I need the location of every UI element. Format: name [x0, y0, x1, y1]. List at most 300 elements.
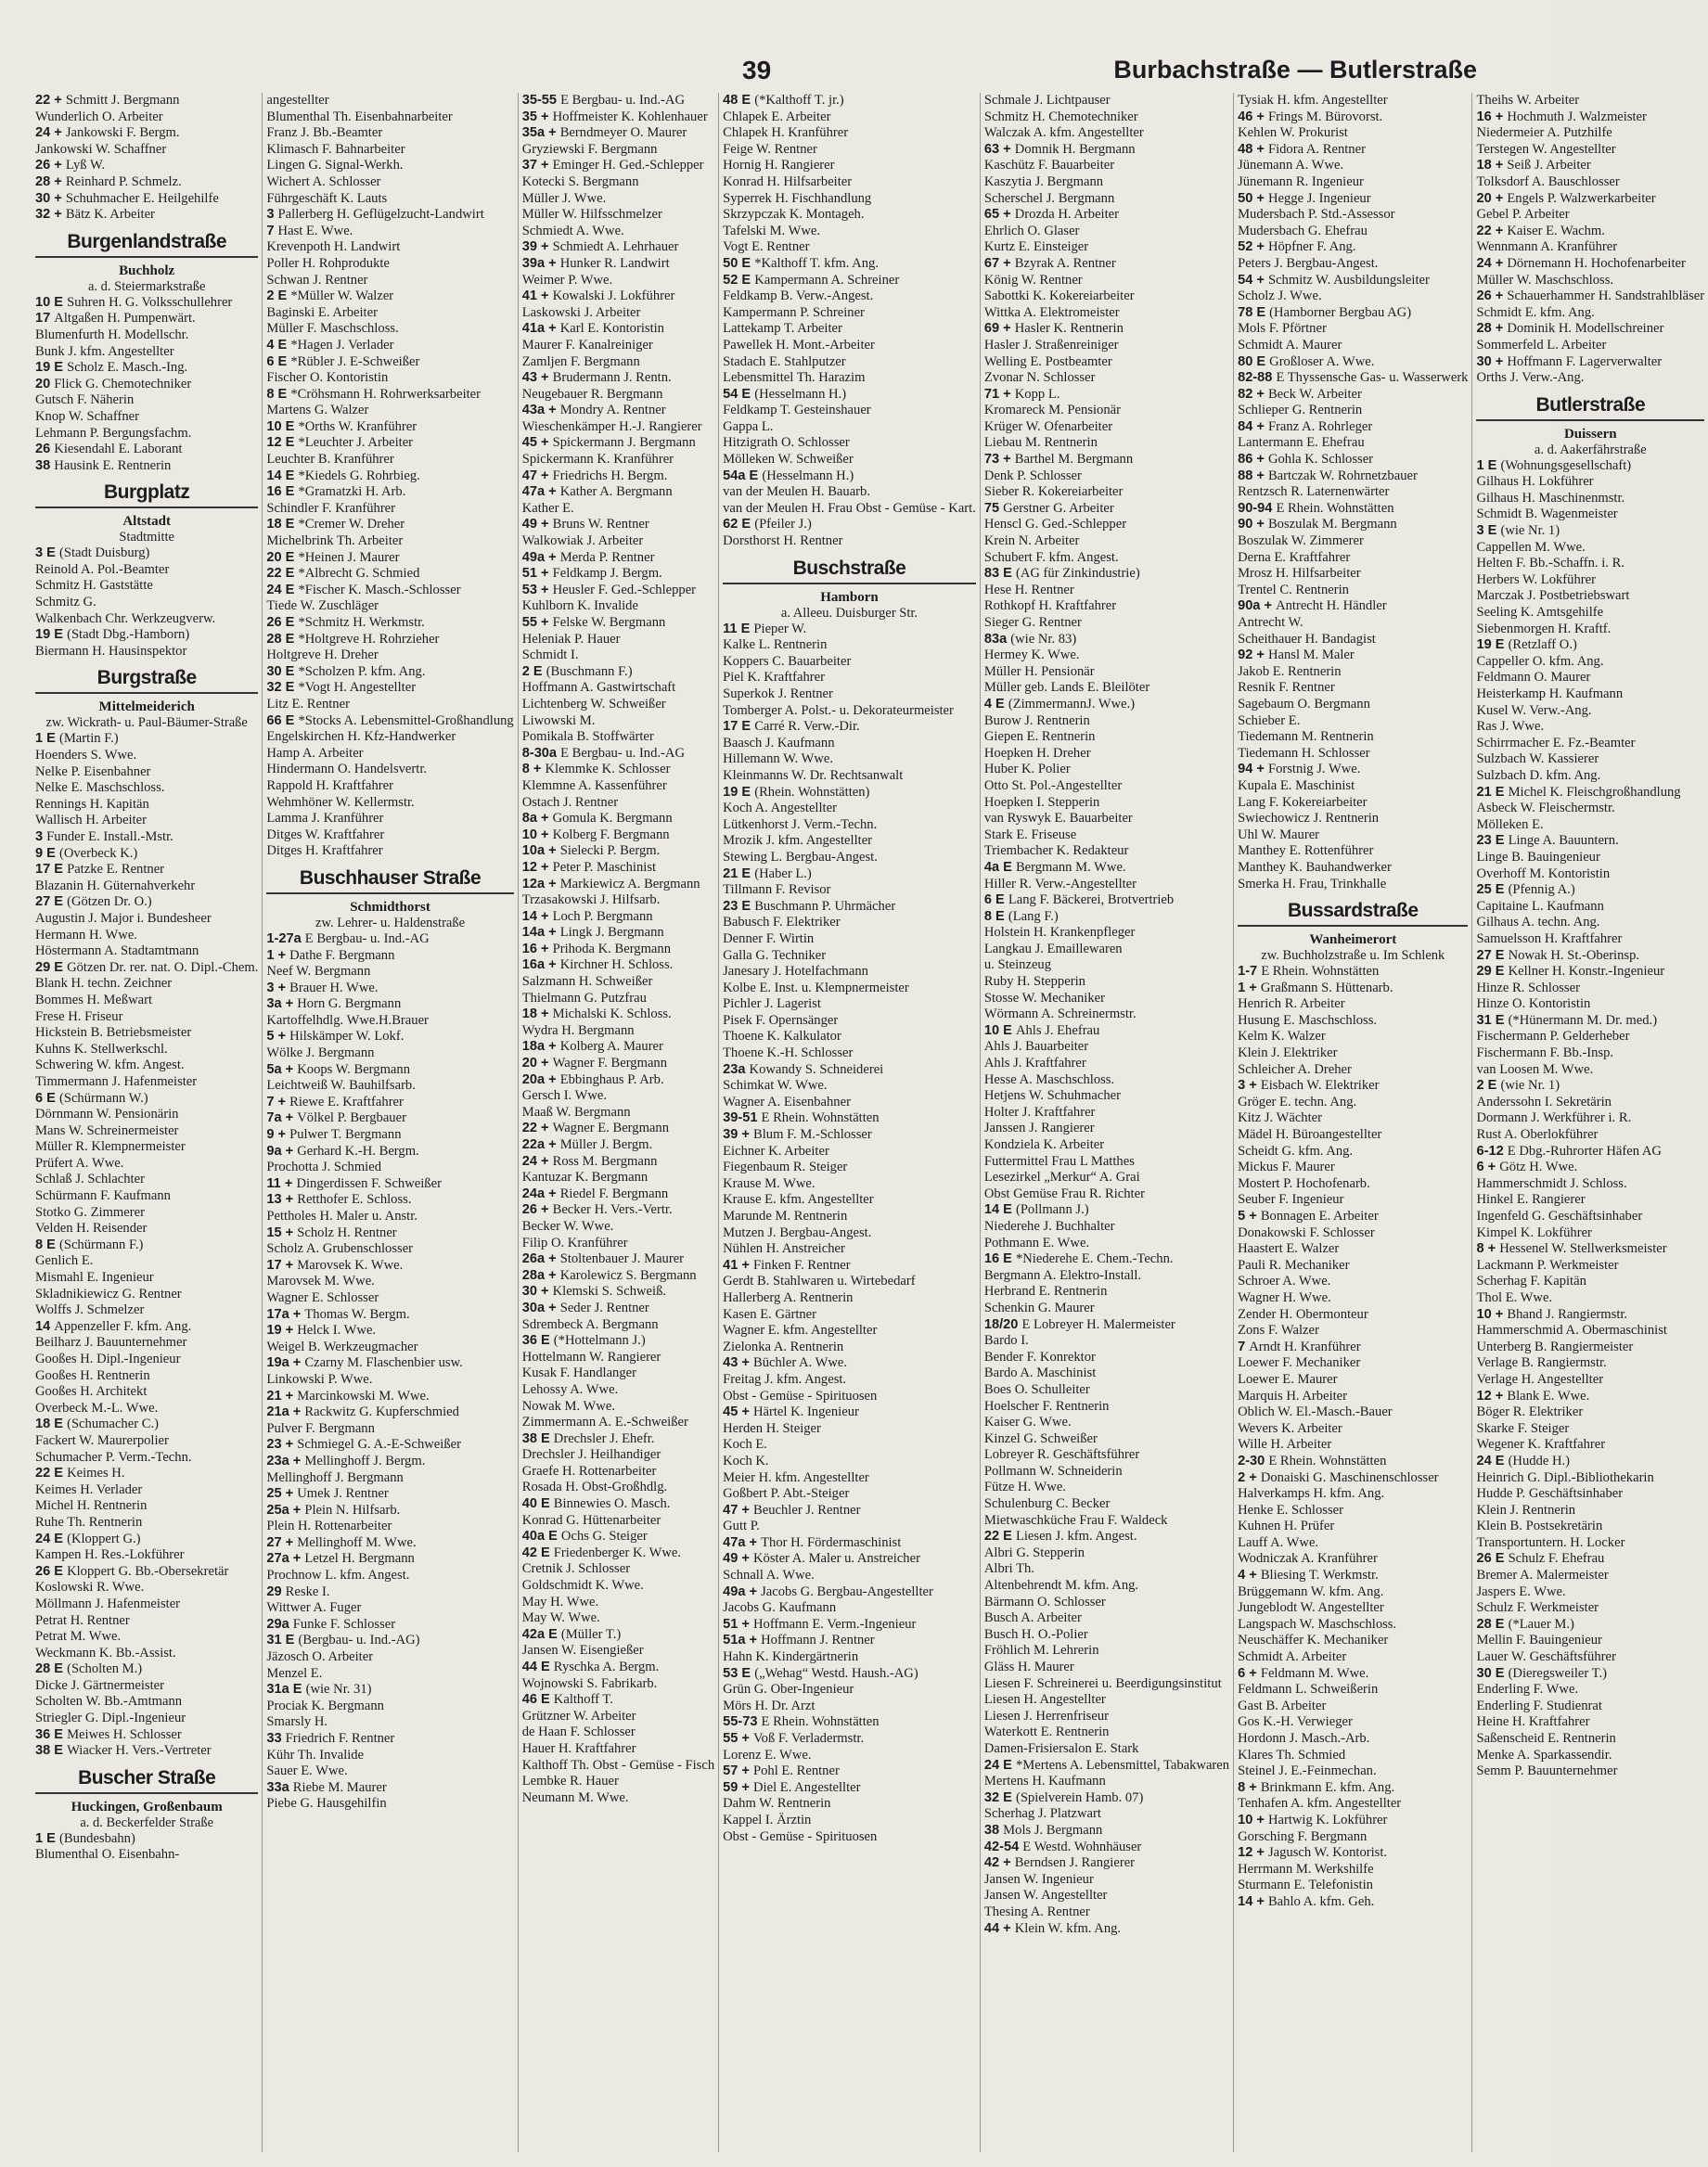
entry-text: Liwowski M. [521, 712, 596, 728]
directory-entry [723, 622, 976, 638]
directory-entry [1476, 338, 1704, 354]
district-subheading: zw. Buchholzstraße u. Im Schlenk [1261, 948, 1445, 964]
directory-entry [35, 1319, 258, 1336]
directory-entry [1476, 1519, 1704, 1535]
directory-entry [522, 1741, 714, 1758]
house-number: 46 + [1238, 109, 1268, 124]
entry-text: Linge A. Bauuntern. [1508, 833, 1619, 849]
directory-entry [723, 501, 976, 518]
entry-text: Schmidt E. kfm. Ang. [1476, 304, 1595, 320]
entry-text: Jäzosch O. Arbeiter [266, 1649, 374, 1665]
directory-entry [266, 1731, 513, 1748]
directory-entry [35, 1482, 258, 1499]
entry-text: Skarke F. Steiger [1476, 1420, 1570, 1436]
directory-entry [35, 327, 258, 344]
house-number: 48 E [723, 93, 755, 108]
directory-entry [723, 142, 976, 159]
entry-text: Hoelscher F. Rentnerin [983, 1398, 1110, 1414]
entry-text: Steinel J. E.-Feinmechan. [1238, 1763, 1377, 1779]
entry-text: Pomikala B. Stoffwärter [521, 729, 654, 745]
entry-text: Hiller R. Verw.-Angestellter [983, 876, 1137, 891]
entry-text: Overhoff M. Kontoristin [1476, 866, 1611, 881]
entry-text: Schleicher A. Dreher [1238, 1061, 1352, 1077]
directory-entry [1238, 1421, 1468, 1438]
directory-entry [984, 321, 1229, 338]
directory-entry [723, 751, 976, 768]
directory-entry [1238, 996, 1468, 1013]
directory-entry [522, 403, 714, 419]
entry-text: Tolksdorf A. Bauschlosser [1476, 173, 1620, 189]
column-3 [518, 93, 718, 2152]
entry-text: Tenhafen A. kfm. Angestellter [1238, 1796, 1402, 1812]
entry-text: Stotko G. Zimmerer [35, 1204, 145, 1220]
entry-text: Husung E. Maschschloss. [1238, 1012, 1378, 1028]
directory-entry [266, 273, 513, 289]
entry-text: Seuber F. Ingenieur [1238, 1192, 1344, 1208]
entry-text: Kondziela K. Arbeiter [983, 1137, 1105, 1152]
entry-text: Heinrich G. Dipl.-Bibliothekarin [1476, 1469, 1654, 1485]
directory-entry [984, 1301, 1229, 1317]
entry-text: Syperrek H. Fischhandlung [723, 190, 872, 206]
entry-text: Antrecht H. Händler [1276, 598, 1387, 614]
entry-text: Hickstein B. Betriebsmeister [35, 1025, 192, 1041]
entry-text: *Heinen J. Maurer [298, 549, 400, 565]
directory-entry [1238, 981, 1468, 997]
entry-text: Dörnmann W. Pensionärin [35, 1107, 179, 1122]
house-number: 66 E [266, 712, 299, 728]
directory-entry [266, 713, 513, 730]
column-7 [1471, 93, 1708, 2152]
entry-text: Hermann H. Wwe. [35, 927, 137, 942]
entry-text: Oblich W. El.-Masch.-Bauer [1238, 1404, 1393, 1420]
directory-entry [35, 1384, 258, 1401]
entry-text: *Albrecht G. Schmied [298, 566, 420, 582]
entry-text: Koch K. [723, 1453, 769, 1468]
entry-text: Antrecht W. [1238, 615, 1303, 630]
directory-entry [35, 1270, 258, 1287]
entry-text: Scherhag F. Kapitän [1476, 1274, 1586, 1289]
entry-text: Kalke L. Rentnerin [723, 637, 828, 653]
directory-entry [522, 746, 714, 763]
house-number: 57 + [723, 1763, 753, 1779]
entry-text: Blank H. techn. Zeichner [35, 976, 173, 992]
house-number: 16 E [983, 1251, 1016, 1267]
directory-entry [1238, 1389, 1468, 1405]
directory-entry [522, 729, 714, 746]
directory-entry [723, 981, 976, 997]
directory-entry [984, 1088, 1229, 1105]
entry-text: Lingk J. Bergmann [559, 925, 664, 941]
directory-entry [723, 239, 976, 256]
directory-entry [1238, 403, 1468, 419]
entry-text: Nelke E. Maschschloss. [35, 780, 165, 796]
directory-entry [984, 1840, 1229, 1856]
directory-entry [1476, 736, 1704, 752]
directory-entry [1238, 1600, 1468, 1617]
house-number: 15 + [266, 1225, 298, 1240]
directory-entry [984, 1595, 1229, 1611]
entry-text: Reinhard P. Schmelz. [65, 173, 182, 189]
directory-entry [1238, 1127, 1468, 1144]
directory-entry [984, 1888, 1229, 1904]
house-number: 5 + [1238, 1209, 1261, 1224]
house-number: 38 [35, 457, 55, 473]
house-number: 14 E [266, 468, 299, 483]
directory-entry [35, 578, 258, 595]
directory-entry [266, 338, 513, 354]
entry-text: Jacobs G. Bergbau-Angestellter [761, 1584, 933, 1599]
directory-entry [984, 142, 1229, 159]
entry-text: Wagner A. Eisenbahner [723, 1094, 851, 1109]
directory-entry [723, 321, 976, 338]
entry-text: Klein W. kfm. Ang. [1014, 1920, 1122, 1936]
entry-text: Holstein H. Krankenpfleger [983, 925, 1136, 941]
directory-entry [266, 697, 513, 713]
directory-entry [1238, 1340, 1468, 1356]
directory-entry [984, 484, 1229, 501]
directory-entry [266, 468, 513, 485]
directory-entry [522, 925, 714, 942]
directory-entry [1476, 1551, 1704, 1568]
directory-entry [522, 942, 714, 958]
directory-entry [522, 1105, 714, 1122]
entry-text: Feldmann O. Maurer [1476, 670, 1591, 686]
house-number: 1-27a [266, 930, 305, 946]
entry-text: Reinold A. Pol.-Beamter [35, 561, 170, 577]
entry-text: E Thyssensche Gas- u. Wasserwerk [1276, 370, 1469, 386]
entry-text: *Hagen J. Verlader [290, 337, 394, 353]
house-number: 75 [983, 500, 1004, 516]
entry-text: Krause E. kfm. Angestellter [723, 1192, 874, 1208]
house-number: 16 + [521, 941, 553, 956]
house-number: 7a + [266, 1110, 298, 1126]
entry-text: (*Hottelmann J.) [553, 1333, 646, 1349]
directory-entry [1476, 506, 1704, 523]
house-number: 3 + [266, 980, 290, 995]
entry-text: Helck I. Wwe. [297, 1323, 377, 1339]
directory-entry [1238, 1617, 1468, 1634]
directory-entry [522, 1236, 714, 1252]
directory-entry [1476, 556, 1704, 572]
entry-text: Kupala E. Maschinist [1238, 777, 1355, 793]
house-number: 28 + [1476, 321, 1508, 337]
house-number: 26 + [35, 158, 66, 173]
entry-text: Hornig H. Rangierer [723, 158, 835, 173]
entry-text: Kotecki S. Bergmann [521, 173, 639, 189]
entry-text: (Hesselmann H.) [754, 386, 847, 402]
directory-entry [266, 1519, 513, 1535]
directory-entry [266, 981, 513, 997]
directory-entry [522, 762, 714, 778]
directory-entry [1476, 1503, 1704, 1519]
entry-text: Ditges W. Kraftfahrer [266, 827, 385, 842]
directory-entry [1238, 1437, 1468, 1454]
directory-entry [723, 1290, 976, 1307]
entry-text: Loewer F. Mechaniker [1238, 1355, 1361, 1371]
entry-text: Weckmann K. Bb.-Assist. [35, 1645, 176, 1661]
entry-text: Schmitt J. Bergmann [65, 93, 180, 108]
entry-text: (Lang F.) [1008, 908, 1059, 924]
house-number: 21 E [723, 866, 755, 881]
house-number: 18 + [1476, 158, 1508, 173]
directory-entry [522, 158, 714, 174]
directory-entry [266, 996, 513, 1013]
house-number: 13 + [266, 1192, 298, 1208]
directory-entry [35, 1205, 258, 1222]
directory-entry [1238, 1290, 1468, 1307]
house-number: 12a + [521, 876, 560, 891]
entry-text: Blumenthal O. Eisenbahn- [35, 1847, 180, 1863]
entry-text: Schlaß J. Schlachter [35, 1172, 145, 1187]
entry-text: Maurer F. Kanalreiniger [521, 337, 653, 353]
directory-entry [1238, 811, 1468, 827]
directory-entry [723, 387, 976, 404]
entry-text: Kellner H. Konstr.-Ingenieur [1508, 964, 1665, 980]
entry-text: Schindler F. Kranführer [266, 500, 396, 516]
directory-entry [1238, 1160, 1468, 1176]
directory-entry [35, 458, 258, 475]
entry-text: Hillemann W. Wwe. [723, 751, 834, 767]
entry-text: Rennings H. Kapitän [35, 796, 149, 812]
entry-text: Schenkin G. Maurer [983, 1300, 1095, 1315]
entry-text: Kampermann A. Schreiner [754, 272, 900, 288]
directory-entry [723, 1813, 976, 1829]
directory-entry [266, 746, 513, 763]
house-number: 35 + [521, 109, 553, 124]
house-number: 22a + [521, 1137, 560, 1152]
directory-entry [266, 1323, 513, 1340]
district-subheading: zw. Lehrer- u. Haldenstraße [315, 915, 466, 930]
directory-entry [1238, 1062, 1468, 1079]
directory-entry [1238, 1045, 1468, 1062]
directory-entry [266, 1763, 513, 1780]
entry-text: *Rübler J. E-Schweißer [290, 353, 420, 369]
directory-entry [522, 1709, 714, 1725]
house-number: 38 E [35, 1743, 68, 1759]
entry-text: Schmiegel G. A.-E-Schweißer [297, 1437, 461, 1453]
entry-text: E Bergbau- u. Ind.-AG [560, 93, 685, 108]
entry-text: Gomula K. Bergmann [552, 811, 673, 827]
entry-text: Michel H. Rentnerin [35, 1498, 148, 1514]
directory-entry [1476, 850, 1704, 866]
directory-entry [1238, 1682, 1468, 1699]
entry-text: Striegler G. Dipl.-Ingenieur [35, 1711, 186, 1726]
directory-entry [984, 827, 1229, 844]
entry-text: Kuhns K. Stellwerkschl. [35, 1041, 168, 1057]
entry-text: Scholten W. Bb.-Amtmann [35, 1694, 183, 1710]
house-number: 30a + [521, 1300, 560, 1315]
house-number: 63 + [983, 141, 1015, 157]
entry-text: Domnik H. Bergmann [1014, 141, 1136, 157]
directory-entry [1238, 1519, 1468, 1535]
directory-entry [723, 1780, 976, 1797]
entry-text: Klares Th. Schmied [1238, 1747, 1346, 1763]
entry-text: Pulwer T. Bergmann [289, 1127, 402, 1143]
directory-entry [984, 615, 1229, 632]
house-number: 55 + [723, 1731, 753, 1746]
entry-text: *Niederehe E. Chem.-Techn. [1015, 1251, 1174, 1267]
entry-text: Marovsek K. Wwe. [297, 1257, 404, 1273]
directory-entry [984, 158, 1229, 174]
house-number: 23 E [1476, 833, 1509, 849]
house-number: 86 + [1238, 452, 1268, 468]
entry-text: Hast E. Wwe. [277, 223, 353, 238]
house-number: 8 E [266, 386, 291, 402]
directory-entry [266, 680, 513, 697]
entry-text: Bender F. Konrektor [983, 1349, 1096, 1365]
entry-text: (Scholten M.) [67, 1661, 143, 1677]
entry-text: Schmitz H. Gaststätte [35, 578, 153, 594]
house-number: 7 [1238, 1339, 1250, 1354]
house-number: 8a + [521, 811, 553, 827]
house-number: 10 + [521, 827, 553, 842]
directory-entry [266, 1421, 513, 1438]
directory-entry [266, 583, 513, 599]
directory-entry [723, 1437, 976, 1454]
directory-entry [522, 1464, 714, 1481]
house-number: 18 E [35, 1417, 68, 1432]
entry-text: Pieper W. [753, 621, 807, 636]
directory-entry [1476, 354, 1704, 371]
entry-text: (Müller T.) [560, 1626, 622, 1642]
entry-text: *Scholzen P. kfm. Ang. [298, 663, 426, 679]
directory-entry [266, 1013, 513, 1030]
directory-entry [522, 1023, 714, 1040]
house-number: 26 [35, 442, 55, 457]
house-number: 32 + [35, 207, 66, 223]
house-number: 24 E [983, 1757, 1016, 1773]
house-number: 10 + [1238, 1812, 1268, 1827]
house-number: 43a + [521, 403, 560, 418]
entry-text: Heine H. Kraftfahrer [1476, 1714, 1590, 1730]
entry-text: (Buschmann F.) [546, 663, 633, 679]
entry-text: Herden H. Steiger [723, 1420, 821, 1436]
entry-text: Klemmke K. Schlosser [545, 762, 671, 777]
directory-entry [1476, 1209, 1704, 1225]
entry-text: Götz H. Wwe. [1499, 1160, 1578, 1175]
entry-text: Jankowski F. Bergm. [65, 125, 180, 141]
page-header [0, 37, 1551, 83]
directory-entry [984, 1284, 1229, 1301]
directory-entry [266, 1144, 513, 1160]
entry-text: Eminger H. Ged.-Schlepper [552, 158, 704, 173]
entry-text: Triembacher K. Redakteur [983, 843, 1129, 859]
entry-text: Wallisch H. Arbeiter [35, 813, 147, 828]
entry-text: Blumenthal Th. Eisenbahnarbeiter [266, 109, 453, 124]
directory-entry [984, 1039, 1229, 1056]
directory-entry [984, 1121, 1229, 1137]
entry-text: Fackert W. Maurerpolier [35, 1432, 169, 1448]
entry-text: Lobreyer R. Geschäftsführer [983, 1447, 1140, 1463]
directory-entry [35, 360, 258, 377]
directory-entry [723, 517, 976, 533]
entry-text: *Kiedels G. Rohrbieg. [298, 468, 420, 483]
directory-entry [1238, 648, 1468, 664]
entry-text: Goldschmidt K. Wwe. [521, 1578, 644, 1594]
entry-text: Marczak J. Postbetriebswart [1476, 588, 1630, 604]
directory-entry [266, 517, 513, 533]
house-number: 92 + [1238, 648, 1268, 663]
directory-entry [522, 1513, 714, 1530]
entry-text: Velden H. Reisender [35, 1221, 148, 1237]
entry-text: Wennmann A. Kranführer [1476, 239, 1618, 255]
directory-entry [522, 1692, 714, 1709]
directory-entry [35, 142, 258, 159]
entry-text: Plein H. Rottenarbeiter [266, 1519, 392, 1534]
entry-text: Janesary J. Hotelfachmann [723, 964, 868, 980]
house-number: 6 E [35, 1090, 59, 1106]
entry-text: *Gramatzki H. Arb. [298, 484, 406, 500]
entry-text: Lichtenberg W. Schweißer [521, 696, 666, 712]
directory-entry [984, 632, 1229, 648]
directory-entry [266, 109, 513, 126]
entry-text: Feldkamp J. Bergm. [552, 566, 662, 582]
directory-entry [35, 748, 258, 764]
directory-entry [1476, 1649, 1704, 1666]
entry-text: (Kloppert G.) [67, 1531, 141, 1546]
directory-entry [522, 1561, 714, 1578]
entry-text: (Schürmann F.) [58, 1237, 144, 1252]
directory-entry [35, 1433, 258, 1450]
directory-entry [522, 1007, 714, 1023]
entry-text: Jungeblodt W. Angestellter [1238, 1600, 1384, 1616]
directory-entry [35, 295, 258, 312]
entry-text: Schubert F. kfm. Angest. [983, 549, 1119, 565]
column-2 [262, 93, 517, 2152]
house-number: 14a + [521, 925, 560, 941]
directory-entry [35, 1139, 258, 1156]
directory-entry [723, 1013, 976, 1030]
house-number: 20 E [266, 549, 299, 565]
house-number: 30 E [266, 663, 299, 679]
directory-entry [723, 1731, 976, 1748]
directory-entry [1238, 1731, 1468, 1748]
entry-text: Thol E. Wwe. [1476, 1289, 1553, 1305]
house-number: 10a + [521, 843, 560, 859]
entry-text: Hinze R. Schlosser [1476, 980, 1580, 995]
entry-text: Rentzsch R. Laternenwärter [1238, 484, 1390, 500]
entry-text: Neuschäffer K. Mechaniker [1238, 1633, 1389, 1648]
directory-entry [1238, 1503, 1468, 1519]
directory-entry [522, 1251, 714, 1268]
entry-text: Marquis H. Arbeiter [1238, 1388, 1348, 1404]
directory-entry [1476, 1127, 1704, 1144]
directory-entry [1476, 654, 1704, 671]
entry-text: Kaiser E. Wachm. [1507, 223, 1605, 238]
entry-text: Michelbrink Th. Arbeiter [266, 533, 404, 549]
directory-entry [522, 1170, 714, 1186]
entry-text: E Rhein. Wohnstätten [761, 1110, 880, 1126]
entry-text: Bardo I. [983, 1333, 1029, 1349]
directory-entry [266, 1176, 513, 1193]
entry-text: Hoffmeister K. Kohlenhauer [552, 109, 708, 124]
directory-entry [522, 321, 714, 338]
directory-entry [723, 964, 976, 981]
district-subheading: a. Alleeu. Duisburger Str. [780, 605, 918, 621]
entry-text: Friedrichs H. Bergm. [552, 468, 668, 483]
house-number: 49 + [723, 1551, 753, 1567]
directory-entry [35, 1237, 258, 1254]
entry-text: Gooßes H. Rentnerin [35, 1367, 150, 1383]
directory-entry [266, 1209, 513, 1225]
entry-text: Plein N. Hilfsarb. [304, 1502, 401, 1518]
entry-text: Litz E. Rentner [266, 696, 350, 712]
directory-entry [723, 1421, 976, 1438]
directory-entry [984, 909, 1229, 926]
directory-entry [1238, 1862, 1468, 1878]
directory-entry [35, 993, 258, 1009]
directory-entry [723, 338, 976, 354]
